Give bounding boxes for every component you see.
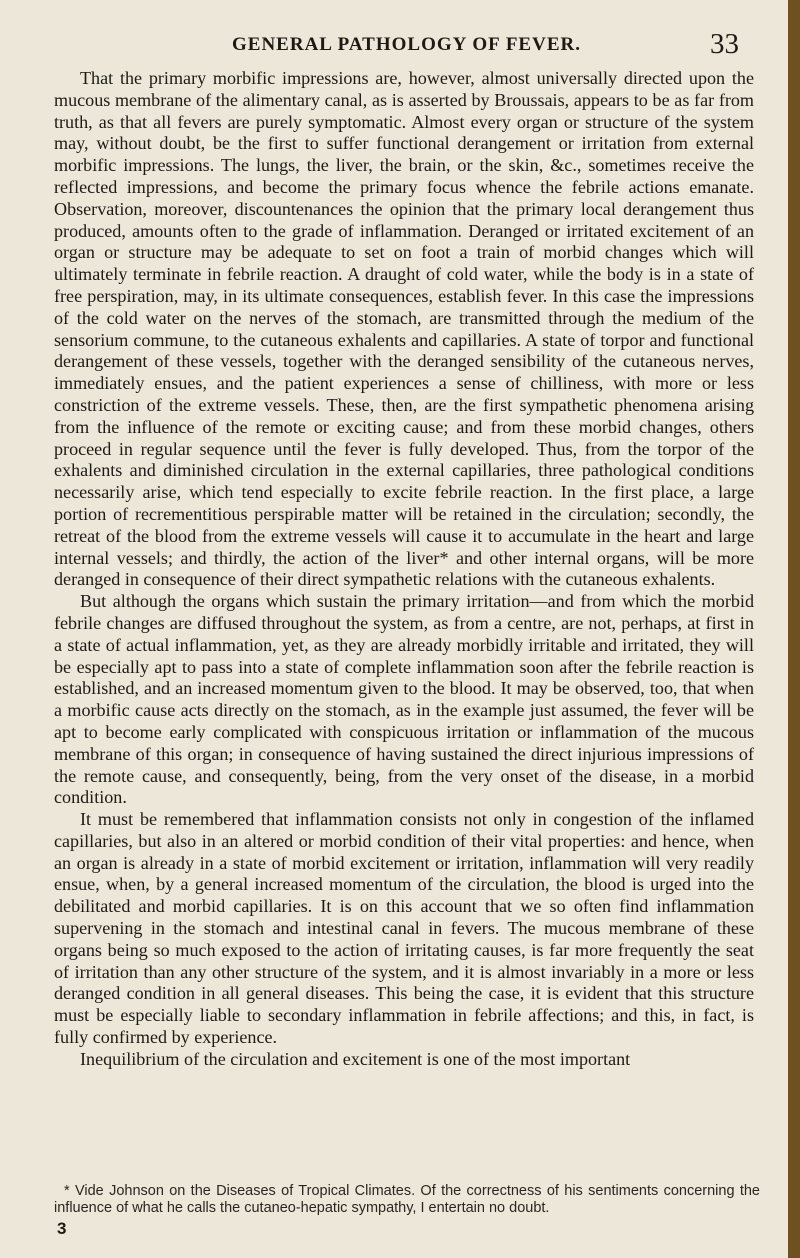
body-text [54, 68, 754, 1071]
paragraph: It must be remembered that inflammation consists not only in congestion of the inflamed capillaries, but also in an altered or morbid condition of their vital properties: and hence, when an organ is already in a state of morbid excitement or irritation, inflammation will very readily ensue, when, by a general increased momentum of the circulation, the blood is urged into the debilitated and morbid capillaries. It is on this account that we so often find inflammation supervening in the stomach and intestinal canal in fevers. The mucous membrane of these organs being so much exposed to the action of irritating causes, is far more frequently the seat of irritation than any other structure of the system, and it is almost invariably in a more or less deranged condition in all general diseases. This being the case, it is evident that this structure must be especially liable to secondary inflammation in febrile affections; and this, in fact, is fully confirmed by experience. [54, 809, 754, 1048]
footnote: * Vide Johnson on the Diseases of Tropical Climates. Of the correctness of his sentiments concerning the influence of what he calls the cutaneo-hepatic sympathy, I entertain no doubt. [54, 1183, 760, 1216]
page-number: 33 [710, 28, 739, 60]
paragraph: That the primary morbific impressions are, however, almost universally directed upon the mucous membrane of the alimentary canal, as is asserted by Broussais, appears to be as far from truth, as that all fevers are purely symptomatic. Almost every organ or structure of the system may, without doubt, be the first to suffer functional derangement or irritation from external morbific impressions. The lungs, the liver, the brain, or the skin, &c., sometimes receive the reflected impressions, and become the primary focus whence the febrile actions emanate. Observation, moreover, discountenances the opinion that the primary local derangement thus produced, amounts often to the grade of inflammation. Deranged or irritated excitement of an organ or structure may be adequate to set on foot a train of morbid changes which will ultimately terminate in febrile reaction. A draught of cold water, while the body is in a state of free perspiration, may, in its ultimate consequences, establish fever. In this case the impressions of the cold water on the nerves of the stomach, are transmitted through the medium of the sensorium commune, to the cutaneous exhalents and capillaries. A state of torpor and functional derangement of these vessels, together with the deranged sensibility of the cutaneous nerves, immediately ensues, and the patient experiences a sense of chilliness, with more or less constriction of the extreme vessels. These, then, are the first sympathetic phenomena arising from the influence of the remote or exciting cause; and from these morbid changes, others proceed in regular sequence until the fever is fully developed. Thus, from the torpor of the exhalents and diminished circulation in the external capillaries, three pathological conditions necessarily arise, which tend especially to excite febrile reaction. In the first place, a large portion of recrementitious perspirable matter will be retained in the circulation; secondly, the retreat of the blood from the extreme vessels will cause it to accumulate in the heart and large internal vessels; and thirdly, the action of the liver* and other internal organs, will be more deranged in consequence of their direct sympathetic relations with the cutaneous exhalents. [54, 68, 754, 590]
page-edge-binding [788, 0, 800, 1258]
running-header [232, 28, 739, 60]
signature-mark: 3 [57, 1219, 67, 1238]
paragraph: But although the organs which sustain the primary irritation—and from which the morbid febrile changes are diffused throughout the system, as from a centre, are not, perhaps, at first in a state of actual inflammation, yet, as they are already morbidly irritable and irritated, they will be especially apt to pass into a state of complete inflammation soon after the febrile reaction is established, and an increased momentum given to the blood. It may be observed, too, that when a morbific cause acts directly on the stomach, as in the example just assumed, the fever will be apt to become early complicated with conspicuous irritation or inflammation of the mucous membrane of this organ; in consequence of having sustained the direct injurious impressions of the remote cause, and consequently, being, from the very onset of the disease, in a morbid condition. [54, 591, 754, 808]
running-title: GENERAL PATHOLOGY OF FEVER. [232, 34, 581, 55]
paragraph: Inequilibrium of the circulation and excitement is one of the most important [80, 1048, 631, 1069]
